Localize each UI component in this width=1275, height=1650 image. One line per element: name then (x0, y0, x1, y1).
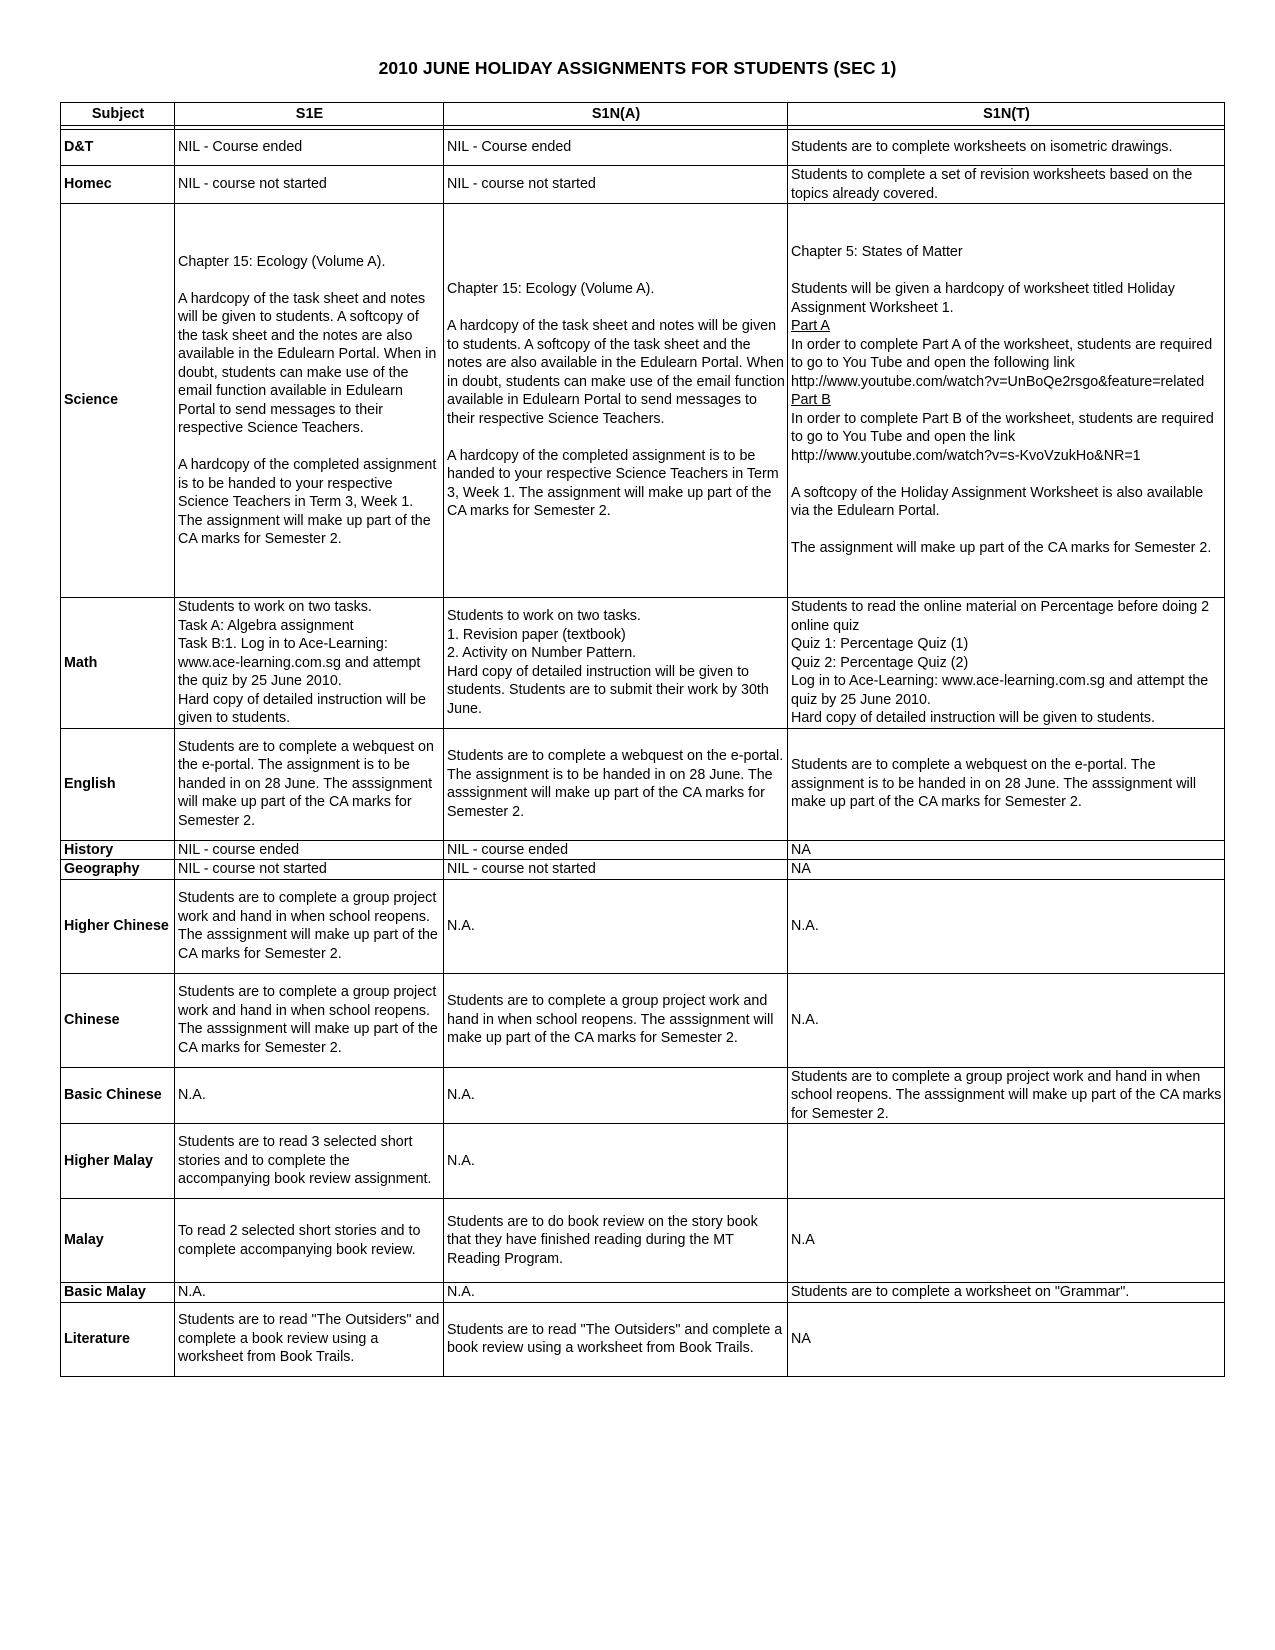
header-subject: Subject (61, 103, 175, 126)
s1nt-cell: NA (788, 860, 1225, 880)
s1na-cell: Students to work on two tasks. 1. Revision paper (textbook) 2. Activity on Number Pattern. Hard copy of detailed instruction will be given to students. Students are to submit their work by 30th June. (444, 598, 788, 729)
subject-cell: Malay (61, 1199, 175, 1283)
s1e-cell: Students are to read 3 selected short stories and to complete the accompanying book review assignment. (175, 1124, 444, 1199)
s1nt-cell: Students to read the online material on Percentage before doing 2 online quiz Quiz 1: Percentage Quiz (1) Quiz 2: Percentage Quiz (2) Log in to Ace-Learning: www.ace-learning.com.sg and attempt the quiz by 25 June 2010. Hard copy of detailed instruction will be given to students. (788, 598, 1225, 729)
part-a-text: In order to complete Part A of the worksheet, students are required to go to You Tube and open the following link http://www.youtube.com/watch?v=UnBoQe2rsgo&feature=related (791, 336, 1213, 390)
assignments-table (60, 102, 1225, 1377)
subject-cell: History (61, 840, 175, 860)
subject-cell: Science (61, 204, 175, 598)
s1nt-cell: Students are to complete a webquest on the e-portal. The assignment is to be handed in on 28 June. The asssignment will make up part of the CA marks for Semester 2. (788, 728, 1225, 840)
table-row (61, 840, 1225, 860)
s1na-cell: NIL - course ended (444, 840, 788, 860)
table-row (61, 973, 1225, 1067)
table-row (61, 879, 1225, 973)
subject-cell: Homec (61, 166, 175, 204)
s1na-cell: Students are to do book review on the story book that they have finished reading during the MT Reading Program. (444, 1199, 788, 1283)
header-s1nt: S1N(T) (788, 103, 1225, 126)
table-row (61, 1199, 1225, 1283)
table-row (61, 1124, 1225, 1199)
subject-cell: Basic Malay (61, 1283, 175, 1303)
science-s1nt-intro: Chapter 5: States of Matter Students will be given a hardcopy of worksheet titled Holiday Assignment Worksheet 1. (791, 244, 1175, 316)
header-s1e: S1E (175, 103, 444, 126)
s1nt-cell (788, 1124, 1225, 1199)
s1e-cell: Students are to complete a group project work and hand in when school reopens. The asssignment will make up part of the CA marks for Semester 2. (175, 973, 444, 1067)
header-s1na: S1N(A) (444, 103, 788, 126)
table-row (61, 728, 1225, 840)
s1e-cell: NIL - course not started (175, 860, 444, 880)
s1na-cell: NIL - course not started (444, 166, 788, 204)
table-row (61, 166, 1225, 204)
s1e-cell: Students are to read "The Outsiders" and complete a book review using a worksheet from Book Trails. (175, 1302, 444, 1376)
table-row (61, 1067, 1225, 1124)
s1nt-cell: Students are to complete worksheets on isometric drawings. (788, 130, 1225, 166)
subject-cell: Chinese (61, 973, 175, 1067)
s1na-cell: Students are to complete a webquest on the e-portal. The assignment is to be handed in on 28 June. The asssignment will make up part of the CA marks for Semester 2. (444, 728, 788, 840)
table-row (61, 1283, 1225, 1303)
s1na-cell: NIL - course not started (444, 860, 788, 880)
part-b-label: Part B (791, 392, 831, 409)
table-row (61, 598, 1225, 729)
document-title: 2010 JUNE HOLIDAY ASSIGNMENTS FOR STUDENTS (SEC 1) (378, 58, 897, 78)
s1na-cell: Students are to read "The Outsiders" and complete a book review using a worksheet from Book Trails. (444, 1302, 788, 1376)
table-row (61, 860, 1225, 880)
s1e-cell: N.A. (175, 1283, 444, 1303)
subject-cell: Basic Chinese (61, 1067, 175, 1124)
table-row (61, 130, 1225, 166)
s1e-cell: Students are to complete a group project work and hand in when school reopens. The asssignment will make up part of the CA marks for Semester 2. (175, 879, 444, 973)
s1nt-cell: NA (788, 840, 1225, 860)
s1e-cell: To read 2 selected short stories and to complete accompanying book review. (175, 1199, 444, 1283)
subject-cell: Literature (61, 1302, 175, 1376)
table-row (61, 1302, 1225, 1376)
s1e-cell: NIL - course ended (175, 840, 444, 860)
table-row (61, 204, 1225, 598)
part-a-label: Part A (791, 318, 830, 335)
s1nt-cell: Students are to complete a group project work and hand in when school reopens. The asssignment will make up part of the CA marks for Semester 2. (788, 1067, 1225, 1124)
subject-cell: Higher Malay (61, 1124, 175, 1199)
s1e-cell: Students are to complete a webquest on the e-portal. The assignment is to be handed in on 28 June. The asssignment will make up part of the CA marks for Semester 2. (175, 728, 444, 840)
s1na-cell: N.A. (444, 1067, 788, 1124)
s1e-cell: NIL - Course ended (175, 130, 444, 166)
s1nt-cell: NA (788, 1302, 1225, 1376)
subject-cell: D&T (61, 130, 175, 166)
subject-cell: Geography (61, 860, 175, 880)
s1nt-cell: N.A. (788, 879, 1225, 973)
s1nt-cell (788, 204, 1225, 598)
s1nt-cell: Students are to complete a worksheet on "Grammar". (788, 1283, 1225, 1303)
s1na-cell: Students are to complete a group project work and hand in when school reopens. The asssignment will make up part of the CA marks for Semester 2. (444, 973, 788, 1067)
s1na-cell: Chapter 15: Ecology (Volume A). A hardcopy of the task sheet and notes will be given to students. A softcopy of the task sheet and the notes are also available in the Edulearn Portal. When in doubt, students can make use of the email function available in Edulearn Portal to send messages to their respective Science Teachers. A hardcopy of the completed assignment is to be handed to your respective Science Teachers in Term 3, Week 1. The assignment will make up part of the CA marks for Semester 2. (444, 204, 788, 598)
s1e-cell: Chapter 15: Ecology (Volume A). A hardcopy of the task sheet and notes will be given to students. A softcopy of the task sheet and the notes are also available in the Edulearn Portal. When in doubt, students can make use of the email function available in Edulearn Portal to send messages to their respective Science Teachers. A hardcopy of the completed assignment is to be handed to your respective Science Teachers in Term 3, Week 1. The assignment will make up part of the CA marks for Semester 2. (175, 204, 444, 598)
s1e-cell: NIL - course not started (175, 166, 444, 204)
subject-cell: Math (61, 598, 175, 729)
s1nt-cell: N.A (788, 1199, 1225, 1283)
s1na-cell: NIL - Course ended (444, 130, 788, 166)
subject-cell: Higher Chinese (61, 879, 175, 973)
table-header-row (61, 103, 1225, 126)
s1e-cell: N.A. (175, 1067, 444, 1124)
s1na-cell: N.A. (444, 1283, 788, 1303)
subject-cell: English (61, 728, 175, 840)
s1na-cell: N.A. (444, 879, 788, 973)
part-b-text: In order to complete Part B of the worksheet, students are required to go to You Tube and open the link http://www.youtube.com/watch?v=s-KvoVzukHo&NR=1 A softcopy of the Holiday Assignment Worksheet is also available via the Edulearn Portal. The assignment will make up part of the CA marks for Semester 2. (791, 410, 1214, 557)
s1nt-cell: Students to complete a set of revision worksheets based on the topics already covered. (788, 166, 1225, 204)
s1na-cell: N.A. (444, 1124, 788, 1199)
s1e-cell: Students to work on two tasks. Task A: Algebra assignment Task B:1. Log in to Ace-Learning: www.ace-learning.com.sg and attempt the quiz by 25 June 2010. Hard copy of detailed instruction will be given to students. (175, 598, 444, 729)
s1nt-cell: N.A. (788, 973, 1225, 1067)
